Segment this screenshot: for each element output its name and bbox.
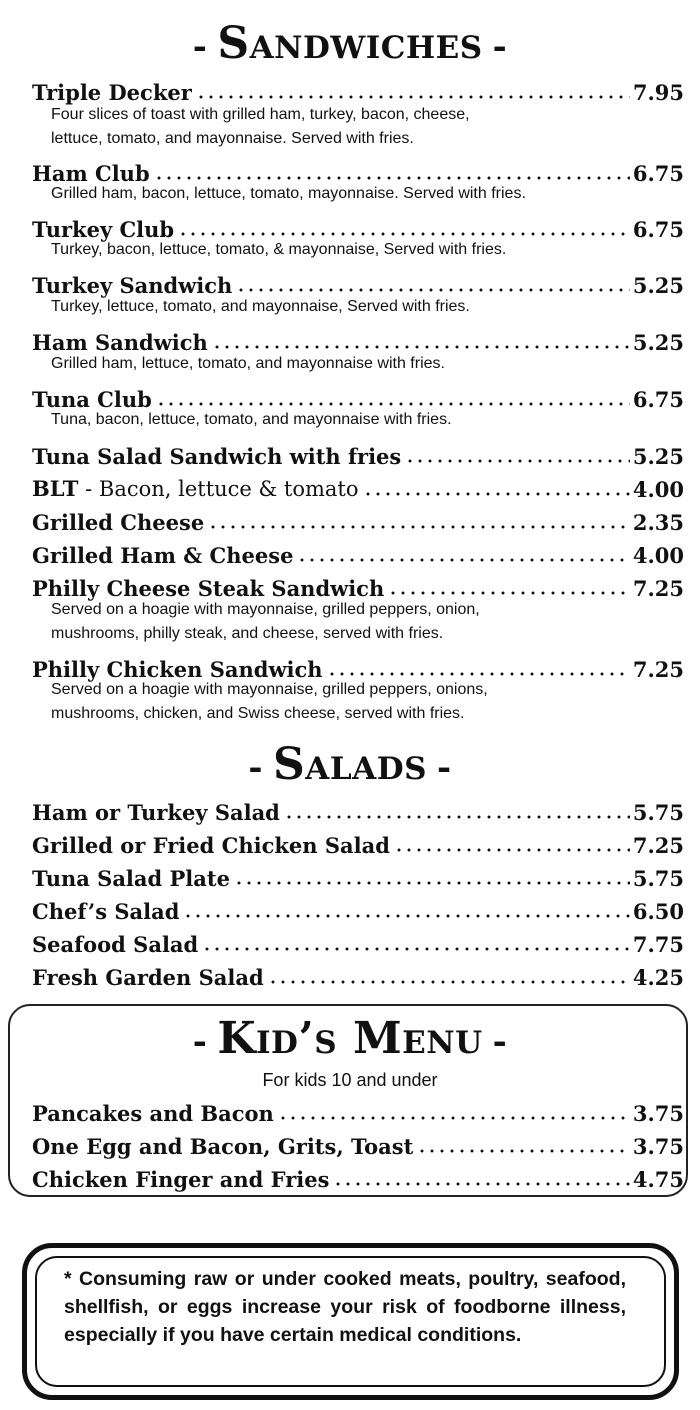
menu-item-chicken-finger-fries bbox=[32, 1160, 684, 1190]
menu-item-tuna-salad-sandwich bbox=[32, 437, 684, 467]
item-price: 5.75 bbox=[632, 866, 684, 891]
menu-item-ham-turkey-salad bbox=[32, 793, 684, 823]
menu-item-egg-bacon-grits bbox=[32, 1127, 684, 1157]
menu-item-turkey-club bbox=[32, 210, 684, 240]
dot-leader bbox=[405, 459, 630, 463]
dot-leader bbox=[178, 232, 630, 236]
menu-item-chicken-salad bbox=[32, 826, 684, 856]
dot-leader bbox=[202, 947, 630, 951]
menu-item-grilled-ham-cheese bbox=[32, 536, 684, 566]
menu-item-chefs-salad bbox=[32, 892, 684, 922]
item-description: Turkey, lettuce, tomato, and mayonnaise, Served with fries. bbox=[51, 298, 470, 315]
menu-item-philly-cheese-steak bbox=[32, 569, 684, 599]
dot-leader bbox=[268, 980, 630, 984]
item-name: Philly Chicken Sandwich bbox=[32, 657, 323, 682]
item-name: Chicken Finger and Fries bbox=[32, 1167, 330, 1192]
menu-item-tuna-salad-plate bbox=[32, 859, 684, 889]
dot-leader bbox=[156, 402, 630, 406]
dot-leader bbox=[196, 95, 630, 99]
item-price: 5.25 bbox=[632, 273, 684, 298]
item-name: Pancakes and Bacon bbox=[32, 1101, 274, 1126]
dot-leader bbox=[154, 176, 630, 180]
kids-menu-subtitle: For kids 10 and under bbox=[262, 1070, 438, 1090]
item-price: 5.25 bbox=[632, 330, 684, 355]
item-price: 2.35 bbox=[632, 510, 684, 535]
item-description: Served on a hoagie with mayonnaise, grilled peppers, onions, mushrooms, chicken, and Swiss cheese, served with fries. bbox=[51, 681, 488, 722]
item-name: Tuna Club bbox=[32, 387, 152, 412]
item-price: 4.75 bbox=[632, 1167, 684, 1192]
item-description: Served on a hoagie with mayonnaise, grilled peppers, onion, mushrooms, philly steak, and cheese, served with fries. bbox=[51, 601, 480, 642]
dot-leader bbox=[278, 1116, 630, 1120]
menu-item-pancakes-bacon bbox=[32, 1094, 684, 1124]
item-name: Ham Sandwich bbox=[32, 330, 208, 355]
menu-item-tuna-club bbox=[32, 380, 684, 410]
item-name: Grilled Cheese bbox=[32, 510, 205, 535]
item-description: Tuna, bacon, lettuce, tomato, and mayonnaise with fries. bbox=[51, 411, 452, 428]
item-subtitle: - Bacon, lettuce & tomato bbox=[78, 477, 359, 501]
dot-leader bbox=[234, 881, 630, 885]
item-price: 5.75 bbox=[632, 800, 684, 825]
sandwiches-title: - Sandwiches - bbox=[192, 18, 508, 69]
health-notice-text: * Consuming raw or under cooked meats, poultry, seafood, shellfish, or eggs increase your risk of foodborne illness, especially if you have certain medical conditions. bbox=[64, 1268, 626, 1346]
item-name: Triple Decker bbox=[32, 80, 192, 105]
item-price: 7.25 bbox=[632, 833, 684, 858]
menu-item-triple-decker bbox=[32, 73, 684, 103]
item-description: Four slices of toast with grilled ham, turkey, bacon, cheese, lettuce, tomato, and mayonnaise. Served with fries. bbox=[51, 106, 470, 147]
menu-item-philly-chicken bbox=[32, 650, 684, 680]
dot-leader bbox=[183, 914, 629, 918]
dot-leader bbox=[333, 1182, 629, 1186]
dot-leader bbox=[417, 1149, 630, 1153]
item-name: Grilled or Fried Chicken Salad bbox=[32, 833, 390, 858]
dot-leader bbox=[327, 672, 630, 676]
dot-leader bbox=[388, 591, 630, 595]
item-price: 7.75 bbox=[632, 932, 684, 957]
item-name: Ham or Turkey Salad bbox=[32, 800, 280, 825]
item-name: Philly Cheese Steak Sandwich bbox=[32, 576, 385, 601]
item-name: Chef’s Salad bbox=[32, 899, 180, 924]
dot-leader bbox=[236, 288, 630, 292]
item-name: Seafood Salad bbox=[32, 932, 199, 957]
item-name: Fresh Garden Salad bbox=[32, 965, 264, 990]
menu-item-blt bbox=[32, 470, 684, 500]
menu-item-grilled-cheese bbox=[32, 503, 684, 533]
item-price: 6.50 bbox=[632, 899, 684, 924]
item-price: 6.75 bbox=[632, 217, 684, 242]
item-name: BLT - Bacon, lettuce & tomato bbox=[32, 476, 359, 501]
kids-menu-title: - Kid’s Menu - bbox=[192, 1013, 508, 1064]
item-name: Turkey Sandwich bbox=[32, 273, 233, 298]
dot-leader bbox=[297, 558, 629, 562]
menu-item-seafood-salad bbox=[32, 925, 684, 955]
dot-leader bbox=[363, 492, 630, 496]
item-price: 7.25 bbox=[632, 657, 684, 682]
dot-leader bbox=[208, 525, 630, 529]
item-price: 3.75 bbox=[632, 1101, 684, 1126]
item-price: 6.75 bbox=[632, 387, 684, 412]
item-name: Ham Club bbox=[32, 161, 150, 186]
item-price: 4.25 bbox=[632, 965, 684, 990]
item-name: Tuna Salad Sandwich with fries bbox=[32, 444, 402, 469]
item-name: Turkey Club bbox=[32, 217, 175, 242]
item-name: Grilled Ham & Cheese bbox=[32, 543, 294, 568]
item-name: One Egg and Bacon, Grits, Toast bbox=[32, 1134, 414, 1159]
dot-leader bbox=[212, 345, 630, 349]
dot-leader bbox=[394, 848, 630, 852]
item-description: Grilled ham, lettuce, tomato, and mayonnaise with fries. bbox=[51, 355, 445, 372]
item-description: Turkey, bacon, lettuce, tomato, & mayonnaise, Served with fries. bbox=[51, 241, 507, 258]
menu-item-ham-sandwich bbox=[32, 323, 684, 353]
menu-item-turkey-sandwich bbox=[32, 266, 684, 296]
dot-leader bbox=[284, 815, 630, 819]
item-price: 4.00 bbox=[632, 477, 684, 502]
item-name: Tuna Salad Plate bbox=[32, 866, 230, 891]
salads-title: - Salads - bbox=[248, 739, 452, 790]
item-price: 4.00 bbox=[632, 543, 684, 568]
item-price: 6.75 bbox=[632, 161, 684, 186]
item-price: 3.75 bbox=[632, 1134, 684, 1159]
item-description: Grilled ham, bacon, lettuce, tomato, mayonnaise. Served with fries. bbox=[51, 185, 526, 202]
item-price: 7.25 bbox=[632, 576, 684, 601]
menu-item-ham-club bbox=[32, 154, 684, 184]
item-price: 5.25 bbox=[632, 444, 684, 469]
item-price: 7.95 bbox=[632, 80, 684, 105]
menu-item-garden-salad bbox=[32, 958, 684, 988]
